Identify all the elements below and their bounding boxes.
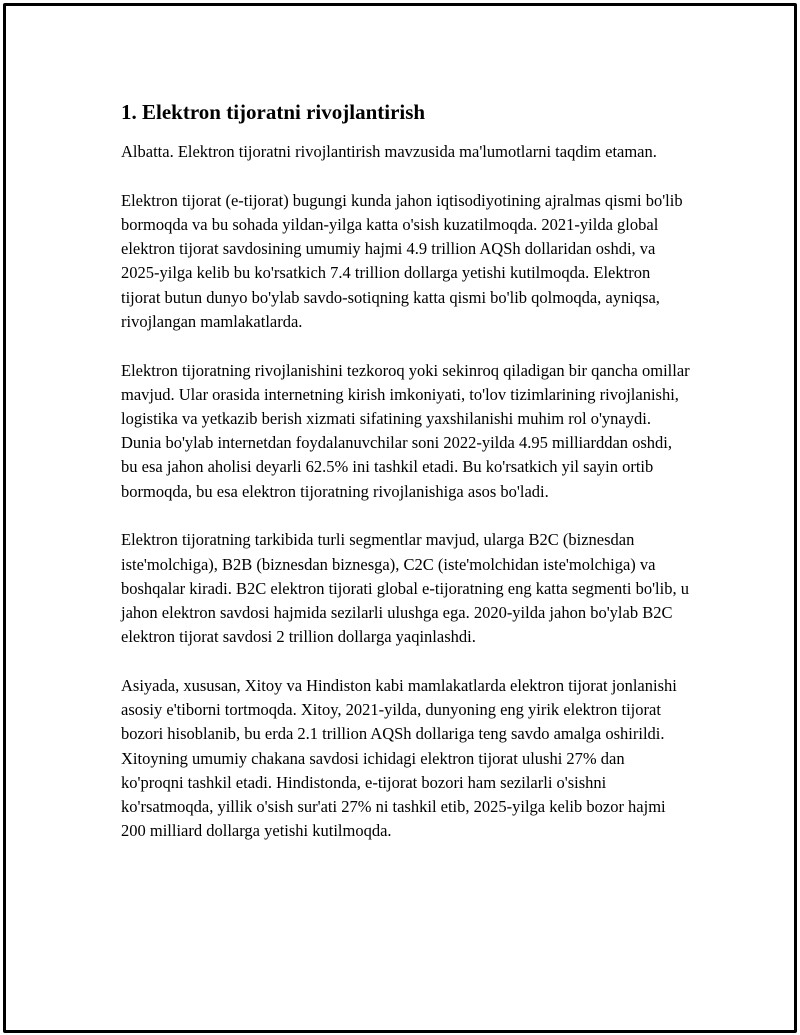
page-border <box>3 3 797 1033</box>
paragraph-intro: Albatta. Elektron tijoratni rivojlantirish mavzusida ma'lumotlarni taqdim etaman. <box>121 142 657 161</box>
paragraph-asia: Asiyada, xususan, Xitoy va Hindiston kabi mamlakatlarda elektron tijorat jonlanishi asosiy e'tiborni tortmoqda. Xitoy, 2021-yilda, dunyoning eng yirik elektron tijorat bozori hisoblanib, bu erda 2.1 trillion AQSh dollariga teng savdo amalga oshirildi. Xitoyning umumiy chakana savdosi ichidagi elektron tijorat ulushi 27% dan ko'proqni tashkil etadi. Hindistonda, e-tijorat bozori ham sezilarli o'sishni ko'rsatmoqda, yillik o'sish sur'ati 27% ni tashkil etib, 2025-yilga kelib bozor hajmi 200 milliard dollarga yetishi kutilmoqda. <box>121 676 677 841</box>
paragraph-global-ecommerce: Elektron tijorat (e-tijorat) bugungi kunda jahon iqtisodiyotining ajralmas qismi bo'lib bormoqda va bu sohada yildan-yilga katta o'sish kuzatilmoqda. 2021-yilda global elektron tijorat savdosining umumiy hajmi 4.9 trillion AQSh dollaridan oshdi, va 2025-yilga kelib bu ko'rsatkich 7.4 trillion dollarga yetishi kutilmoqda. Elektron tijorat butun dunyo bo'ylab savdo-sotiqning katta qismi bo'lib qolmoqda, ayniqsa, rivojlangan mamlakatlarda. <box>121 190 683 331</box>
paragraph-growth-factors: Elektron tijoratning rivojlanishini tezkoroq yoki sekinroq qiladigan bir qancha omillar mavjud. Ular orasida internetning kirish imkoniyati, to'lov tizimlarining rivojlanishi, logistika va yetkazib berish xizmati sifatining yaxshilanishi muhim rol o'ynaydi. Dunia bo'ylab internetdan foydalanuvchilar soni 2022-yilda 4.95 milliarddan oshdi, bu esa jahon aholisi deyarli 62.5% ini tashkil etadi. Bu ko'rsatkich yil sayin ortib bormoqda, bu esa elektron tijoratning rivojlanishiga asos bo'ladi. <box>121 360 690 501</box>
document-body <box>121 99 691 868</box>
paragraph-segments: Elektron tijoratning tarkibida turli segmentlar mavjud, ularga B2C (biznesdan iste'molchiga), B2B (biznesdan biznesga), C2C (iste'molchidan iste'molchiga) va boshqalar kiradi. B2C elektron tijorati global e-tijoratning eng katta segmenti bo'lib, u jahon elektron savdosi hajmida sezilarli ulushga ega. 2020-yilda jahon bo'ylab B2C elektron tijorat savdosi 2 trillion dollarga yaqinlashdi. <box>121 530 689 647</box>
section-heading: 1. Elektron tijoratni rivojlantirish <box>121 100 426 124</box>
